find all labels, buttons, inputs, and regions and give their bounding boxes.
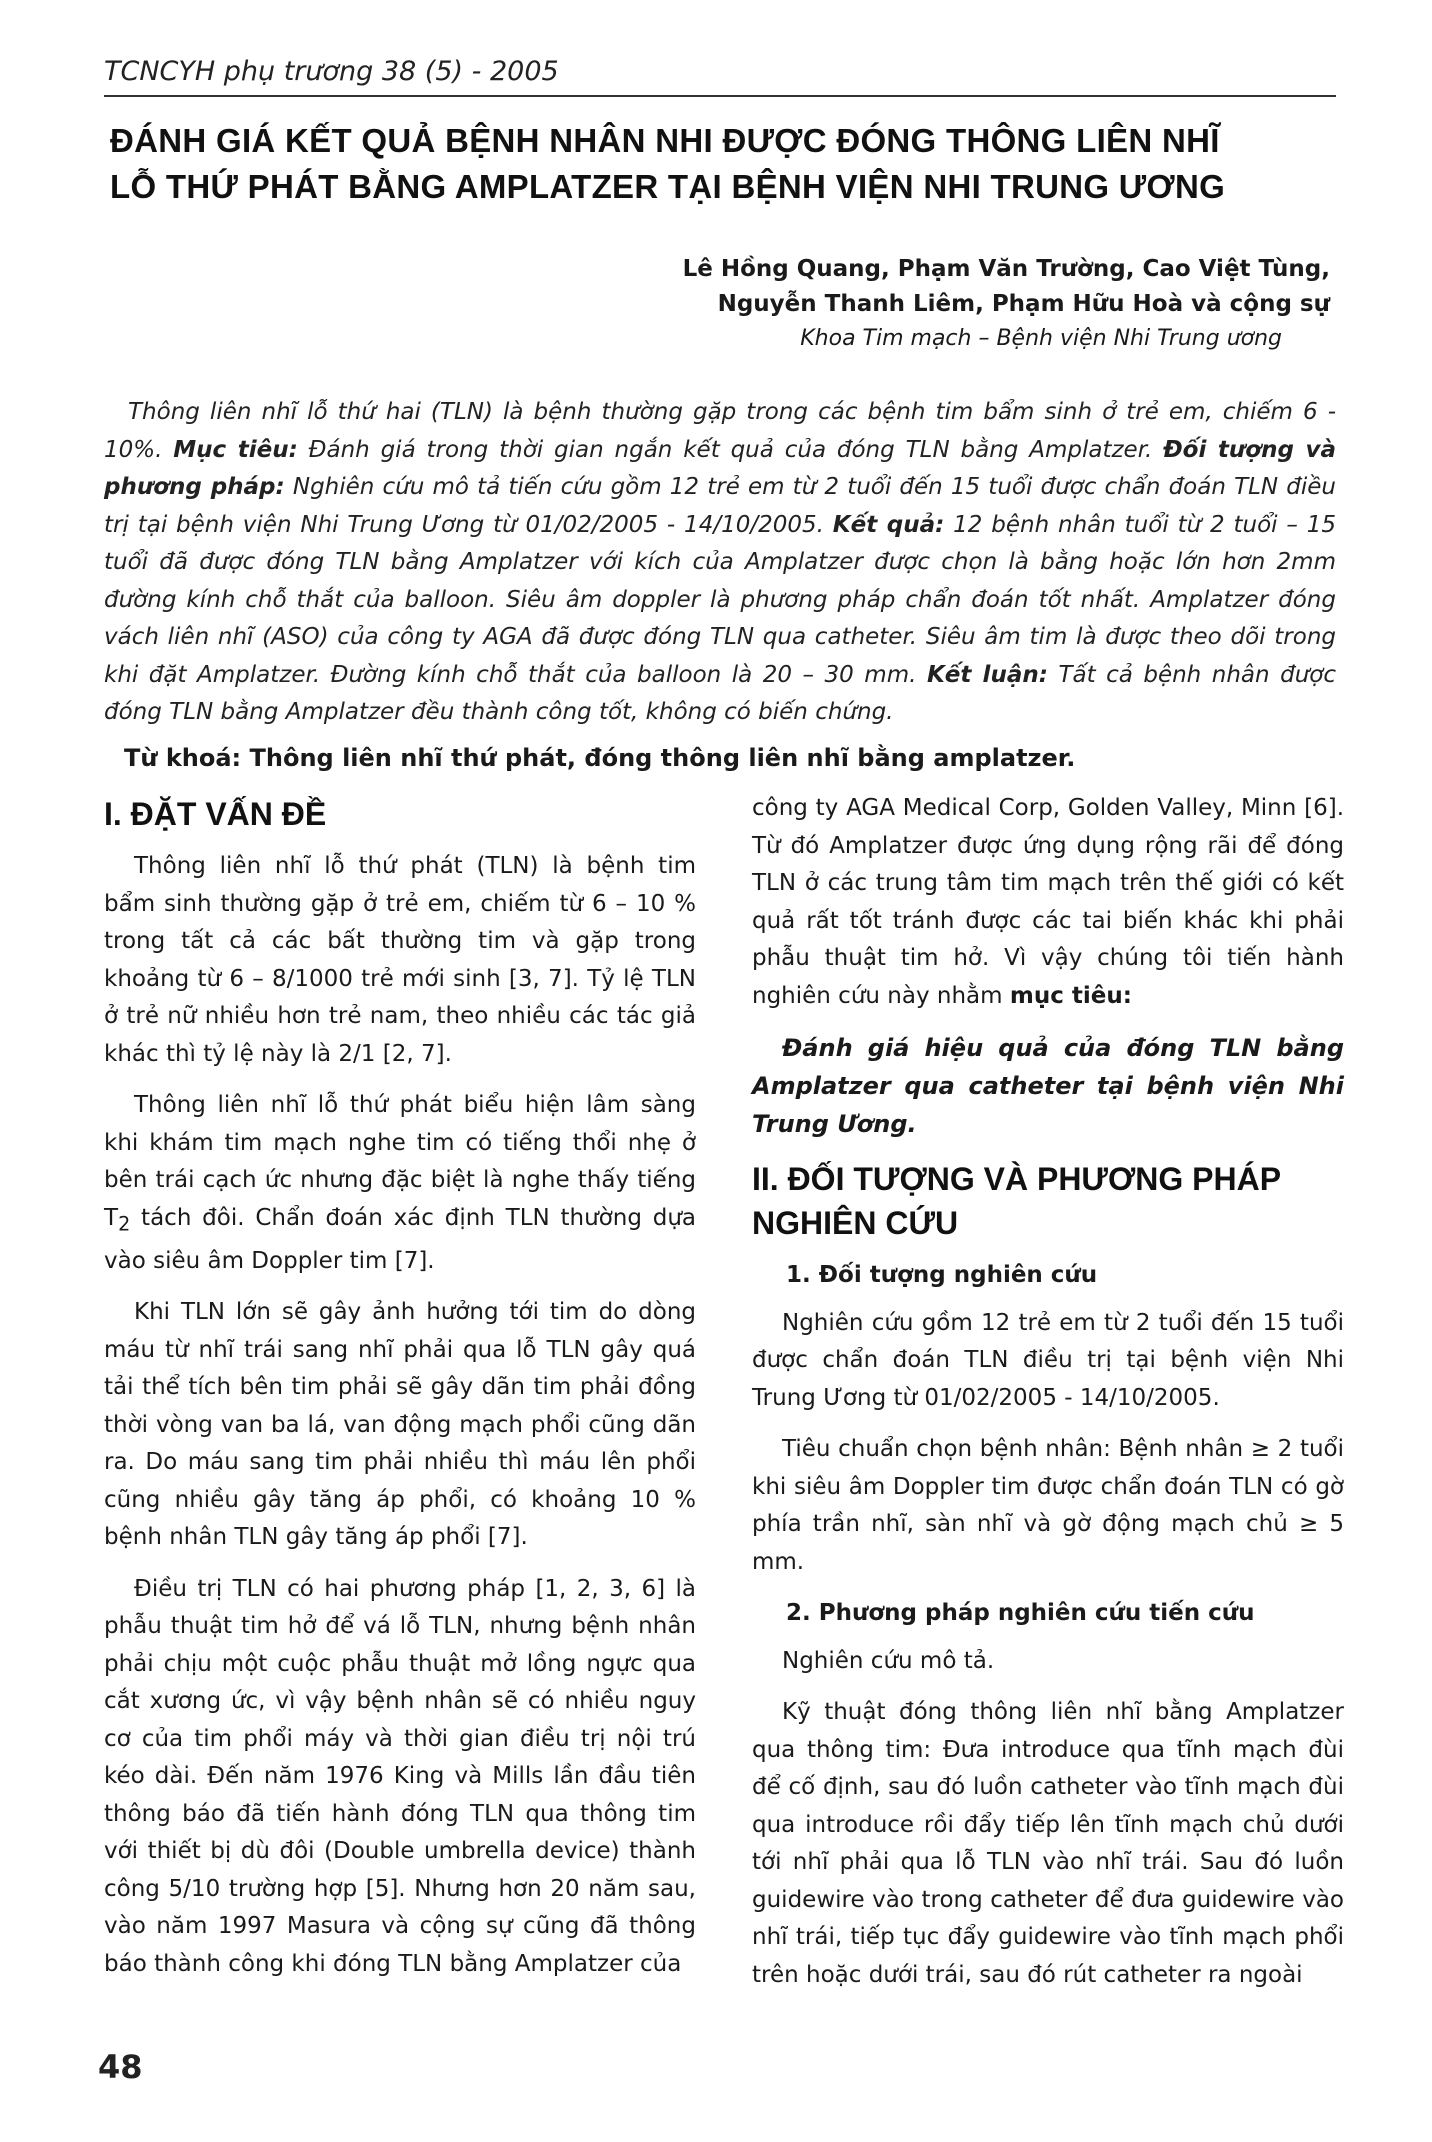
left-paragraph-4: Điều trị TLN có hai phương pháp [1, 2, 3, 6] là phẫu thuật tim hở để vá lỗ TLN, nhưng bệnh nhân phải chịu một cuộc phẫu thuật mở lồng ngực qua cắt xương ức, vì vậy bệnh nhân sẽ có nhiều nguy cơ của tim phổi máy và thời gian điều trị nội trú kéo dài. Đến năm 1976 King và Mills lần đầu tiên thông báo đã tiến hành đóng TLN qua thông tim với thiết bị dù đôi (Double umbrella device) thành công 5/10 trường hợp [5]. Nhưng hơn 20 năm sau, vào năm 1997 Masura và cộng sự cũng đã thông báo thành công khi đóng TLN bằng Amplatzer của [104,1575,696,1977]
right-paragraph-2: Nghiên cứu gồm 12 trẻ em từ 2 tuổi đến 15 tuổi được chẩn đoán TLN điều trị tại bệnh viện Nhi Trung Ương từ 01/02/2005 - 14/10/2005. [752,1309,1344,1411]
abstract-result-label: Kết quả: [832,511,945,538]
left-column [104,790,696,1997]
right-paragraph-4: Nghiên cứu mô tả. [782,1647,995,1674]
article-title [110,118,1350,210]
t2-subscript: 2 [118,1212,131,1236]
abstract-conclusion-text: Tất cả bệnh nhân được đóng TLN bằng Amplatzer đều thành công tốt, không có biến chứng. [104,661,1337,725]
abstract-objective-label: Mục tiêu: [173,436,298,463]
abstract-intro: Thông liên nhĩ lỗ thứ hai (TLN) là bệnh thường gặp trong các bệnh tim bẩm sinh ở trẻ em, chiếm 6 - 10%. [104,399,1336,463]
left-paragraph-3: Khi TLN lớn sẽ gây ảnh hưởng tới tim do dòng máu từ nhĩ trái sang nhĩ phải qua lỗ TLN gây quá tải thể tích bên tim phải sẽ gây dãn tim phải đồng thời vòng van ba lá, van động mạch phổi cũng dãn ra. Do máu sang tim phải nhiều thì máu lên phổi cũng nhiều gây tăng áp phổi, có khoảng 10 % bệnh nhân TLN gây tăng áp phổi [7]. [104,1299,696,1551]
study-objective: Đánh giá hiệu quả của đóng TLN bằng Amplatzer qua catheter tại bệnh viện Nhi Trung Ương. [752,1034,1344,1138]
right-paragraph-5: Kỹ thuật đóng thông liên nhĩ bằng Amplatzer qua thông tim: Đưa introduce qua tĩnh mạch đùi để cố định, sau đó luồn catheter vào tĩnh mạch đùi qua introduce rồi đẩy tiếp lên tĩnh mạch chủ dưới tới nhĩ phải qua lỗ TLN vào nhĩ trái. Sau đó luồn guidewire vào trong catheter để đưa guidewire vào nhĩ trái, tiếp tục đẩy guidewire vào tĩnh mạch phổi trên hoặc dưới trái, sau đó rút catheter ra ngoài [752,1699,1344,1988]
keywords: Từ khoá: Thông liên nhĩ thứ phát, đóng thông liên nhĩ bằng amplatzer. [124,744,1076,772]
abstract-result-text: 12 bệnh nhân tuổi từ 2 tuổi – 15 tuổi đã được đóng TLN bằng Amplatzer với kích của Amplatzer được chọn là bằng hoặc lớn hơn 2mm đường kính chỗ thắt của balloon. Siêu âm doppler là phương pháp chẩn đoán tốt nhất. Amplatzer đóng vách liên nhĩ (ASO) của công ty AGA đã được đóng TLN qua catheter. Siêu âm tim là được theo dõi trong khi đặt Amplatzer. Đường kính chỗ thắt của balloon là 20 – 30 mm. [104,511,1336,688]
right-paragraph-1 [752,790,1344,1015]
journal-header: TCNCYH phụ trương 38 (5) - 2005 [104,56,1336,97]
abstract-method-label: Đối tượng và phương pháp: [104,436,1336,500]
affiliation: Khoa Tim mạch – Bệnh viện Nhi Trung ương [800,326,1282,351]
authors-line-2: Nguyễn Thanh Liêm, Phạm Hữu Hoà và cộng sự [717,291,1330,317]
left-paragraph-1: Thông liên nhĩ lỗ thứ phát (TLN) là bệnh tim bẩm sinh thường gặp ở trẻ em, chiếm từ 6 – 10 % trong tất cả các bất thường tim và gặp trong khoảng từ 6 – 8/1000 trẻ mới sinh [3, 7]. Tỷ lệ TLN ở trẻ nữ nhiều hơn trẻ nam, theo nhiều các tác giả khác thì tỷ lệ này là 2/1 [2, 7]. [104,853,696,1067]
right-paragraph-3: Tiêu chuẩn chọn bệnh nhân: Bệnh nhân ≥ 2 tuổi khi siêu âm Doppler tim được chẩn đoán TLN có gờ phía trần nhĩ, sàn nhĩ và gờ động mạch chủ ≥ 5 mm. [752,1436,1344,1575]
objective-label: mục tiêu: [1009,982,1132,1009]
authors-line-1: Lê Hồng Quang, Phạm Văn Trường, Cao Việt Tùng, [682,256,1330,282]
subsection-2-heading: 2. Phương pháp nghiên cứu tiến cứu [786,1600,1255,1626]
abstract-conclusion-label: Kết luận: [926,661,1048,688]
abstract-method-text: Nghiên cứu mô tả tiến cứu gồm 12 trẻ em từ 2 tuổi đến 15 tuổi được chẩn đoán TLN điều trị tại bệnh viện Nhi Trung Ương từ 01/02/2005 - 14/10/2005. [104,474,1336,538]
abstract [104,394,1336,732]
abstract-objective-text: Đánh giá trong thời gian ngắn kết quả của đóng TLN bằng Amplatzer. [308,436,1153,463]
title-line-1: ĐÁNH GIÁ KẾT QUẢ BỆNH NHÂN NHI ĐƯỢC ĐÓNG THÔNG LIÊN NHĨ [110,122,1220,159]
right-column [752,790,1344,2008]
left-paragraph-2-before: Thông liên nhĩ lỗ thứ phát biểu hiện lâm sàng khi khám tim mạch nghe tim có tiếng thổi nhẹ ở bên trái cạch ức nhưng đặc biệt là nghe thấy tiếng T [104,1092,696,1231]
page-number: 48 [98,2048,143,2086]
subsection-1-heading: 1. Đối tượng nghiên cứu [786,1262,1098,1288]
left-paragraph-2-after: tách đôi. Chẩn đoán xác định TLN thường dựa vào siêu âm Doppler tim [7]. [104,1204,696,1274]
title-line-2: LỖ THỨ PHÁT BẰNG AMPLATZER TẠI BỆNH VIỆN NHI TRUNG ƯƠNG [110,168,1226,205]
author-list [430,252,1330,322]
section-2-heading: II. ĐỐI TƯỢNG VÀ PHƯƠNG PHÁP NGHIÊN CỨU [752,1161,1281,1241]
left-paragraph-2 [104,1087,696,1280]
section-1-heading: I. ĐẶT VẤN ĐỀ [104,796,327,832]
right-paragraph-1-text: công ty AGA Medical Corp, Golden Valley, Minn [6]. Từ đó Amplatzer được ứng dụng rộng rãi để đóng TLN ở các trung tâm tim mạch trên thế giới có kết quả rất tốt tránh được các tai biến khác khi phải phẫu thuật tim hở. Vì vậy chúng tôi tiến hành nghiên cứu này nhằm [752,795,1344,1009]
